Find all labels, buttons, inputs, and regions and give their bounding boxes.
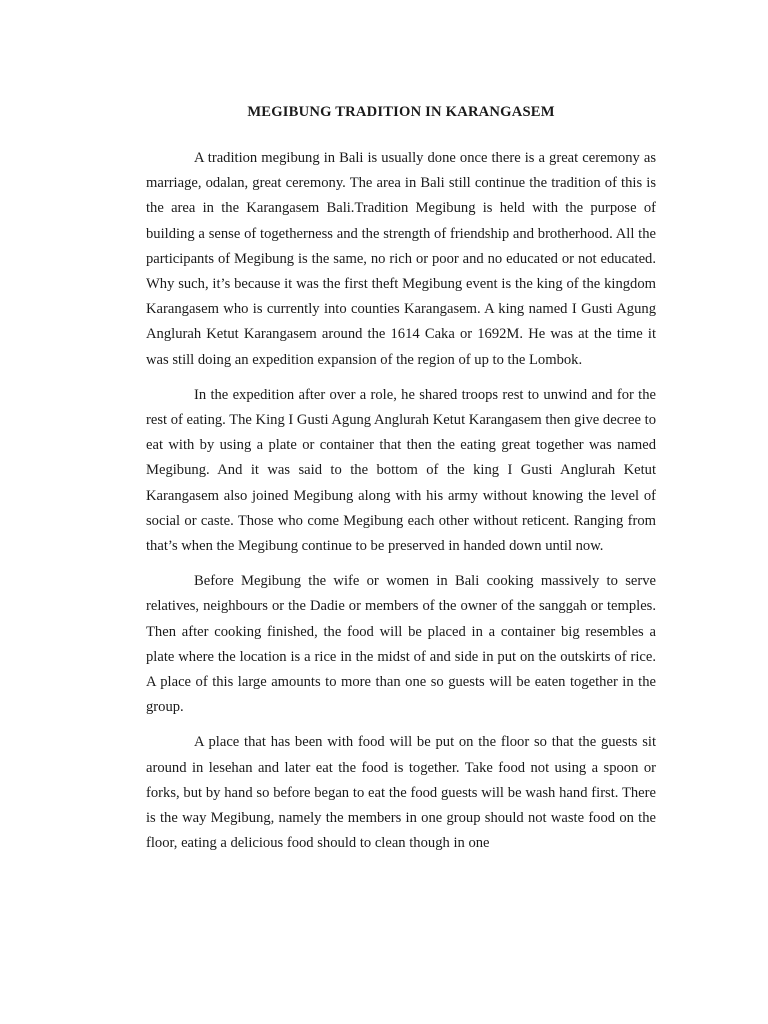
paragraph-1: A tradition megibung in Bali is usually done once there is a great ceremony as marriage, odalan, great ceremony. The area in Bali still continue the tradition of this is the area in the Karangasem Bali.Tradition Megibung is held with the purpose of building a sense of togetherness and the strength of friendship and brotherhood. All the participants of Megibung is the same, no rich or poor and no educated or not educated. Why such, it’s because it was the first theft Megibung event is the king of the kingdom Karangasem who is currently into counties Karangasem. A king named I Gusti Agung Anglurah Ketut Karangasem around the 1614 Caka or 1692M. He was at the time it was still doing an expedition expansion of the region of up to the Lombok. — [146, 150, 656, 368]
document-title: MEGIBUNG TRADITION IN KARANGASEM — [247, 104, 555, 120]
paragraph-3: Before Megibung the wife or women in Bali cooking massively to serve relatives, neighbours or the Dadie or members of the owner of the sanggah or temples. Then after cooking finished, the food will be placed in a container big resembles a plate where the location is a rice in the midst of and side in put on the outskirts of rice. A place of this large amounts to more than one so guests will be eaten together in the group. — [146, 573, 656, 716]
paragraph-4: A place that has been with food will be put on the floor so that the guests sit around in lesehan and later eat the food is together. Take food not using a spoon or forks, but by hand so before began to eat the food guests will be wash hand first. There is the way Megibung, namely the members in one group should not waste food on the floor, eating a delicious food should to clean though in one — [146, 734, 656, 852]
paragraph-2: In the expedition after over a role, he shared troops rest to unwind and for the rest of eating. The King I Gusti Agung Anglurah Ketut Karangasem then give decree to eat with by using a plate or container that then the eating great together was named Megibung. And it was said to the bottom of the king I Gusti Anglurah Ketut Karangasem also joined Megibung along with his army without knowing the level of social or caste. Those who come Megibung each other without reticent. Ranging from that’s when the Megibung continue to be preserved in handed down until now. — [146, 386, 656, 555]
